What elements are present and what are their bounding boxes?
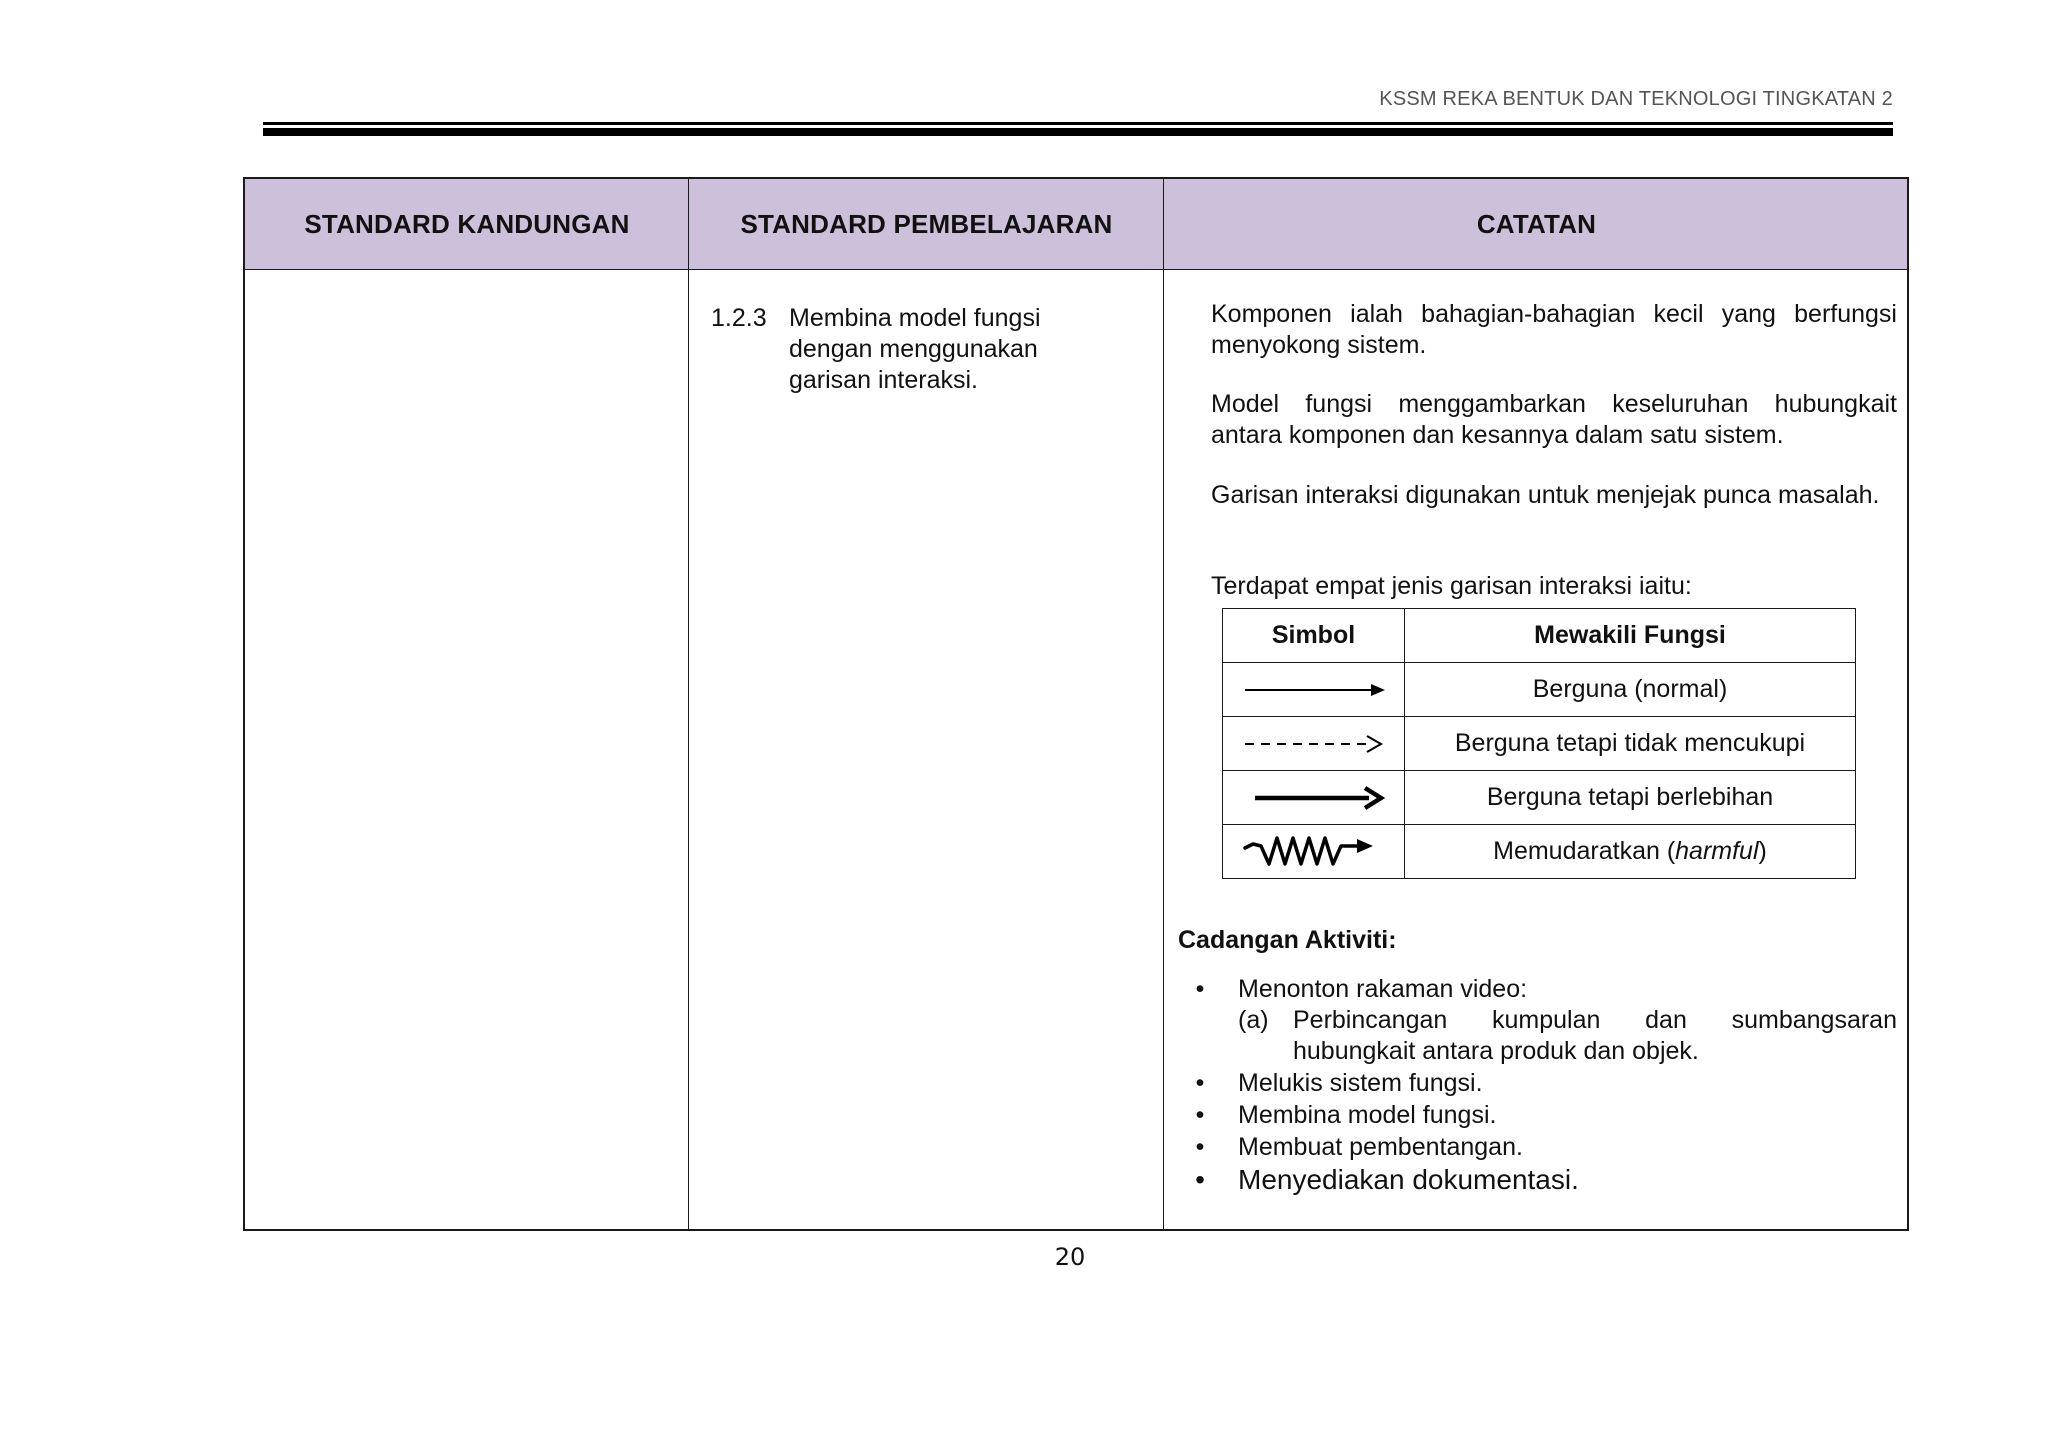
header-content-standard: STANDARD KANDUNGAN — [304, 208, 630, 239]
activities-title: Cadangan Aktiviti: — [1178, 926, 1397, 954]
list-sub-item: (a) Perbincangan kumpulan dan sumbangsaran hubungkait antara produk dan objek. — [1238, 1006, 1897, 1065]
document-header-title: KSSM REKA BENTUK DAN TEKNOLOGI TINGKATAN 2 — [1379, 88, 1893, 110]
page-number: 20 — [1054, 1243, 1086, 1271]
function-column-header: Mewakili Fungsi — [1405, 609, 1856, 663]
bullet-icon: • — [1195, 1101, 1205, 1129]
header-learning-standard: STANDARD PEMBELAJARAN — [740, 208, 1113, 239]
symbol-cell — [1223, 771, 1405, 825]
list-item: • Menyediakan dokumentasi. — [1190, 1163, 1897, 1197]
symbol-table-header-row — [1223, 609, 1856, 663]
header-rule-thin — [263, 122, 1893, 125]
table-header-row — [245, 179, 1907, 270]
header-rule-thick — [263, 128, 1893, 136]
learning-standard-line: Membina model fungsi — [789, 304, 1041, 332]
bullet-icon: • — [1195, 1133, 1205, 1161]
symbol-cell — [1223, 825, 1405, 879]
notes-paragraph-four-types: Terdapat empat jenis garisan interaksi iaitu: — [1211, 572, 1692, 600]
learning-standard-text — [789, 303, 1109, 396]
function-cell: Berguna tetapi berlebihan — [1405, 771, 1856, 825]
symbol-cell — [1223, 717, 1405, 771]
solid-arrow-icon — [1239, 680, 1389, 700]
function-cell: Berguna tetapi tidak mencukupi — [1405, 717, 1856, 771]
notes-paragraph-components: Komponen ialah bahagian-bahagian kecil yang berfungsi menyokong sistem. — [1211, 300, 1897, 359]
table-row — [1223, 663, 1856, 717]
list-item: • Melukis sistem fungsi. — [1190, 1067, 1897, 1099]
bullet-icon: • — [1195, 1069, 1205, 1097]
learning-standard-number: 1.2.3 — [711, 304, 767, 332]
table-row — [1223, 717, 1856, 771]
interaction-symbol-table — [1222, 608, 1856, 879]
bold-arrow-icon — [1239, 784, 1389, 812]
symbol-column-header: Simbol — [1223, 609, 1405, 663]
header-notes: CATATAN — [1476, 208, 1597, 239]
function-cell: Berguna (normal) — [1405, 663, 1856, 717]
learning-standard-line: dengan menggunakan — [789, 335, 1038, 363]
column-divider-1 — [688, 179, 689, 1229]
activities-list — [1190, 973, 1897, 1197]
wavy-arrow-icon — [1239, 832, 1389, 872]
function-cell: Memudaratkan (harmful) — [1405, 825, 1856, 879]
learning-standard-line: garisan interaksi. — [789, 366, 978, 394]
bullet-icon: • — [1195, 1164, 1205, 1195]
bullet-icon: • — [1195, 975, 1205, 1003]
list-item: • Membina model fungsi. — [1190, 1099, 1897, 1131]
table-row — [1223, 825, 1856, 879]
notes-paragraph-interaction-lines: Garisan interaksi digunakan untuk menjejak punca masalah. — [1211, 481, 1880, 509]
list-item: • Menonton rakaman video: — [1190, 973, 1897, 1005]
table-row — [1223, 771, 1856, 825]
dashed-arrow-icon — [1239, 732, 1389, 756]
notes-paragraph-function-model: Model fungsi menggambarkan keseluruhan hubungkait antara komponen dan kesannya dalam satu sistem. — [1211, 390, 1897, 449]
curriculum-table — [243, 177, 1909, 1231]
column-divider-2 — [1163, 179, 1164, 1229]
list-item: • Membuat pembentangan. — [1190, 1131, 1897, 1163]
symbol-cell — [1223, 663, 1405, 717]
